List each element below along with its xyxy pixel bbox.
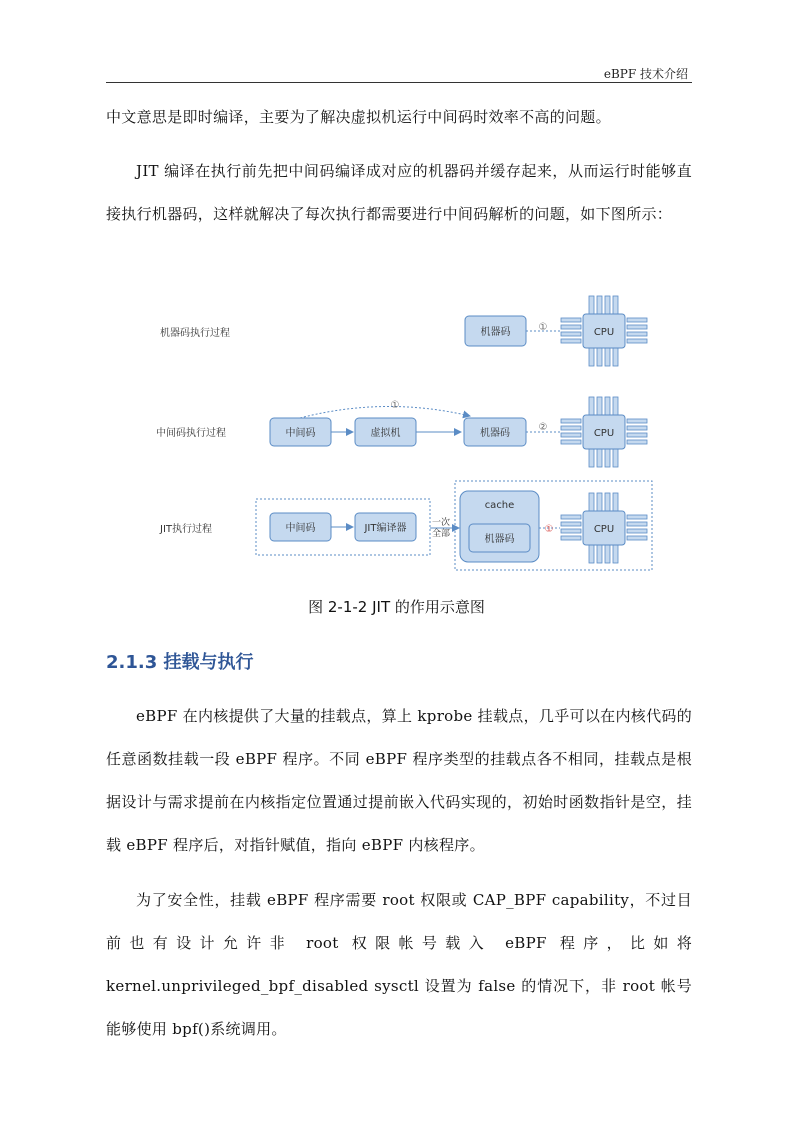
- machine-code-label-2: 机器码: [480, 428, 510, 439]
- circle-one-3: ①: [544, 524, 554, 535]
- cpu-label-2: CPU: [593, 428, 615, 439]
- section-title: 2.1.3 挂载与执行: [106, 652, 254, 673]
- row2-label: 中间码执行过程: [156, 428, 226, 439]
- paragraph-3: eBPF 在内核提供了大量的挂载点，算上 kprobe 挂载点，几乎可以在内核代码的任意函数挂载一段 eBPF 程序。不同 eBPF 程序类型的挂载点各不相同，挂载点是根据设计与需求提前在内核指定位置通过提前嵌入代码实现的，初始时函数指针是空，挂载 eBPF 程序后，对指针赋值，指向 eBPF 内核程序。: [106, 707, 692, 854]
- row1-label: 机器码执行过程: [160, 328, 230, 339]
- circle-two: ②: [538, 422, 548, 433]
- circle-one-1: ①: [538, 322, 548, 333]
- machine-code-label-1: 机器码: [480, 327, 511, 338]
- all-label: 全部: [431, 529, 451, 539]
- header-title: eBPF 技术介绍: [603, 67, 688, 81]
- paragraph-2: JIT 编译在执行前先把中间码编译成对应的机器码并缓存起来，从而运行时能够直接执行机器码，这样就解决了每次执行都需要进行中间码解析的问题，如下图所示：: [106, 162, 692, 223]
- jit-compiler-label: JIT编译器: [364, 523, 407, 534]
- figure-caption: 图 2-1-2 JIT 的作用示意图: [308, 598, 485, 616]
- cpu-label-3: CPU: [593, 524, 615, 535]
- virtual-machine-label: 虚拟机: [370, 428, 401, 439]
- circle-one-2: ①: [390, 400, 400, 411]
- machine-code-label-3: 机器码: [484, 534, 515, 545]
- once-label: 一次: [431, 518, 451, 528]
- cpu-label-1: CPU: [593, 327, 615, 338]
- paragraph-4: 为了安全性，挂载 eBPF 程序需要 root 权限或 CAP_BPF capability，不过目前也有设计允许非 root 权限帐号载入 eBPF 程序，比如将 kernel.unprivileged_bpf_disabled sysctl 设置为 false 的情况下，非 root 帐号能够使用 bpf()系统调用。: [106, 891, 692, 1038]
- intermediate-code-label-3: 中间码: [285, 523, 316, 534]
- paragraph-1: 中文意思是即时编译，主要为了解决虚拟机运行中间码时效率不高的问题。: [106, 108, 611, 126]
- row3-label: JIT执行过程: [160, 524, 213, 535]
- cache-label: cache: [484, 500, 515, 511]
- intermediate-code-label-2: 中间码: [285, 428, 316, 439]
